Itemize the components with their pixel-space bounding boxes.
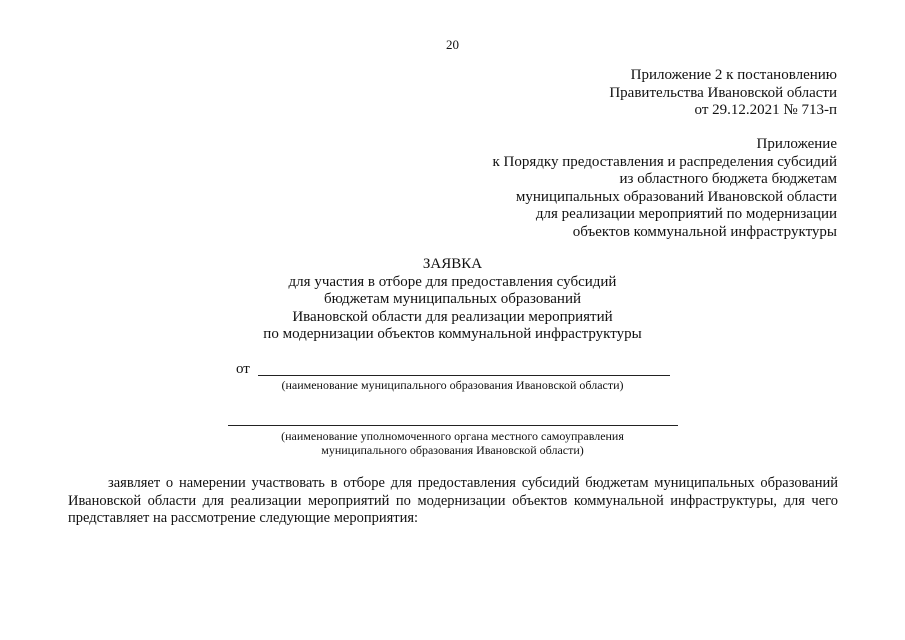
from-label: от — [236, 361, 250, 377]
appendix-order-line: объектов коммунальной инфраструктуры — [572, 223, 837, 240]
authority-caption-line: муниципального образования Ивановской области) — [321, 443, 584, 457]
title-line: для участия в отборе для предоставления субсидий — [288, 273, 617, 290]
appendix-order-line: к Порядку предоставления и распределения субсидий — [492, 153, 837, 170]
appendix-order-header — [317, 136, 837, 241]
authority-name-blank[interactable] — [228, 425, 678, 426]
appendix-2-header — [317, 67, 837, 120]
title-line: Ивановской области для реализации мероприятий — [292, 308, 613, 325]
statement-paragraph: заявляет о намерении участвовать в отборе для предоставления субсидий бюджетам муниципальных образований Ивановской области для реализации мероприятий по модернизации объектов коммунальной инфраструктуры, для чего представляет на рассмотрение следующие мероприятия: — [68, 475, 838, 526]
title-line: по модернизации объектов коммунальной инфраструктуры — [263, 326, 642, 342]
appendix-order-line: для реализации мероприятий по модернизации — [535, 206, 837, 222]
document-title — [0, 256, 905, 344]
municipality-name-blank[interactable] — [258, 375, 670, 376]
appendix-2-line: Приложение 2 к постановлению — [630, 67, 837, 83]
appendix-order-line: из областного бюджета бюджетам — [619, 171, 837, 187]
municipality-caption: (наименование муниципального образования Ивановской области) — [281, 378, 624, 392]
authority-caption — [0, 429, 905, 457]
appendix-order-line: Приложение — [756, 136, 837, 152]
authority-caption-line: (наименование уполномоченного органа местного самоуправления — [281, 429, 624, 443]
page-number: 20 — [446, 37, 459, 52]
title-line: бюджетам муниципальных образований — [323, 291, 582, 307]
appendix-2-line: Правительства Ивановской области — [609, 84, 837, 101]
appendix-2-line: от 29.12.2021 № 713-п — [694, 102, 837, 118]
title-heading: ЗАЯВКА — [422, 256, 483, 272]
appendix-order-line: муниципальных образований Ивановской области — [515, 188, 837, 205]
